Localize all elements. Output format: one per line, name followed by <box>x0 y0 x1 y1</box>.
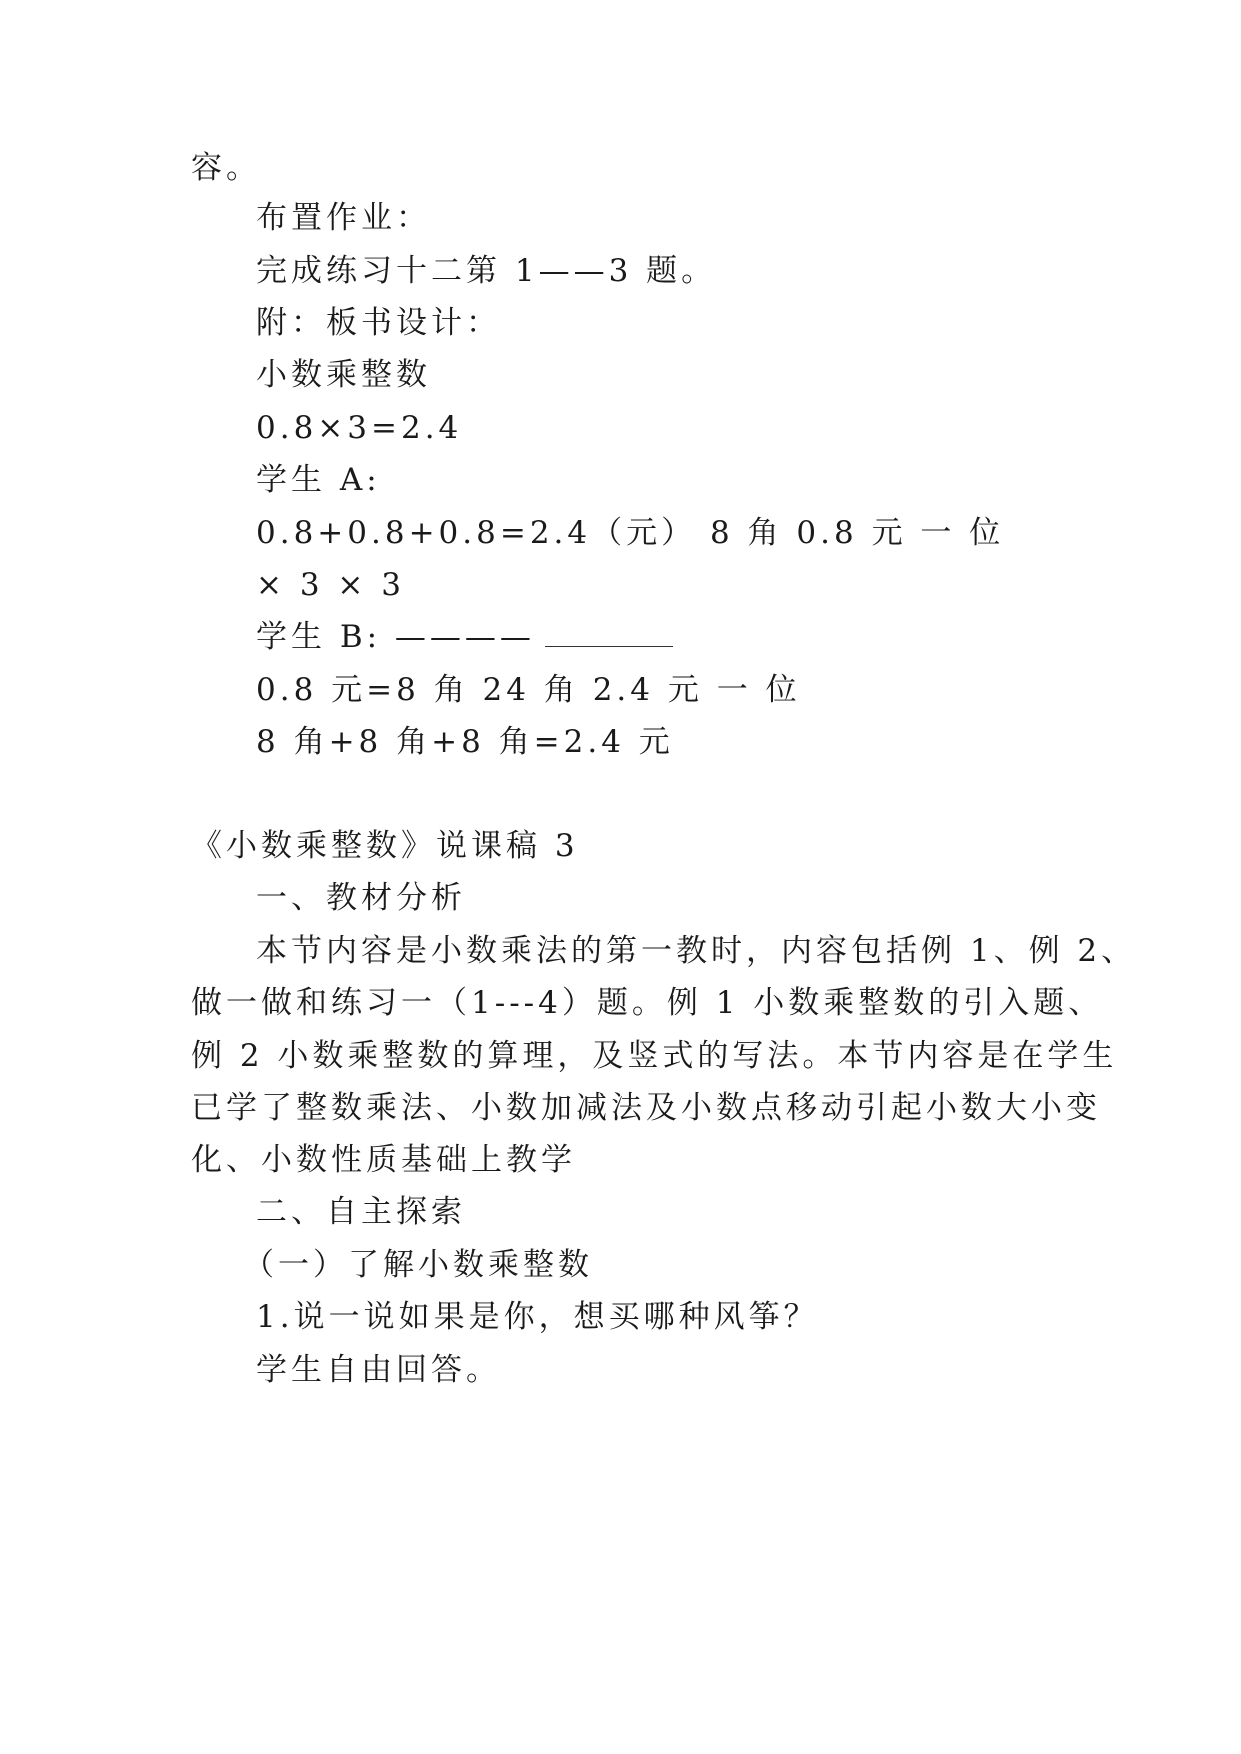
paragraph-line-5: 化、小数性质基础上教学 <box>191 1142 576 1178</box>
student-b-text: 学生 B: ———— <box>256 619 535 655</box>
subsection-heading-1: （一）了解小数乘整数 <box>243 1247 593 1283</box>
question-1: 1.说一说如果是你，想买哪种风筝？ <box>256 1299 819 1335</box>
paragraph-line-1: 本节内容是小数乘法的第一教时，内容包括例 1、例 2、 <box>256 933 1137 969</box>
section-heading-1: 一、教材分析 <box>256 880 466 916</box>
homework-text: 完成练习十二第 1——3 题。 <box>256 253 717 289</box>
board-equation: 0.8×3=2.4 <box>256 410 463 446</box>
homework-title: 布置作业： <box>256 200 431 236</box>
student-b-row-2: 8 角+8 角+8 角=2.4 元 <box>256 724 674 760</box>
continued-text: 容。 <box>191 150 261 186</box>
paragraph-line-2: 做一做和练习一（1---4）题。例 1 小数乘整数的引入题、 <box>191 985 1104 1021</box>
paragraph-line-4: 已学了整数乘法、小数加减法及小数点移动引起小数大小变 <box>191 1090 1101 1126</box>
student-a-row-1: 0.8+0.8+0.8=2.4（元） 8 角 0.8 元 一 位 <box>256 515 1005 551</box>
blank-underline <box>545 624 673 647</box>
section-heading-2: 二、自主探索 <box>256 1194 466 1230</box>
document-title: 《小数乘整数》说课稿 3 <box>191 828 579 864</box>
student-b-row-1: 0.8 元=8 角 24 角 2.4 元 一 位 <box>256 672 801 708</box>
student-a-label: 学生 A: <box>256 462 381 498</box>
paragraph-line-3: 例 2 小数乘整数的算理，及竖式的写法。本节内容是在学生 <box>191 1038 1118 1074</box>
board-topic: 小数乘整数 <box>256 357 431 393</box>
question-1-answer: 学生自由回答。 <box>256 1352 501 1388</box>
board-design-title: 附：板书设计： <box>256 305 501 341</box>
student-b-label <box>256 617 673 657</box>
student-a-row-2: × 3 × 3 <box>256 567 405 603</box>
